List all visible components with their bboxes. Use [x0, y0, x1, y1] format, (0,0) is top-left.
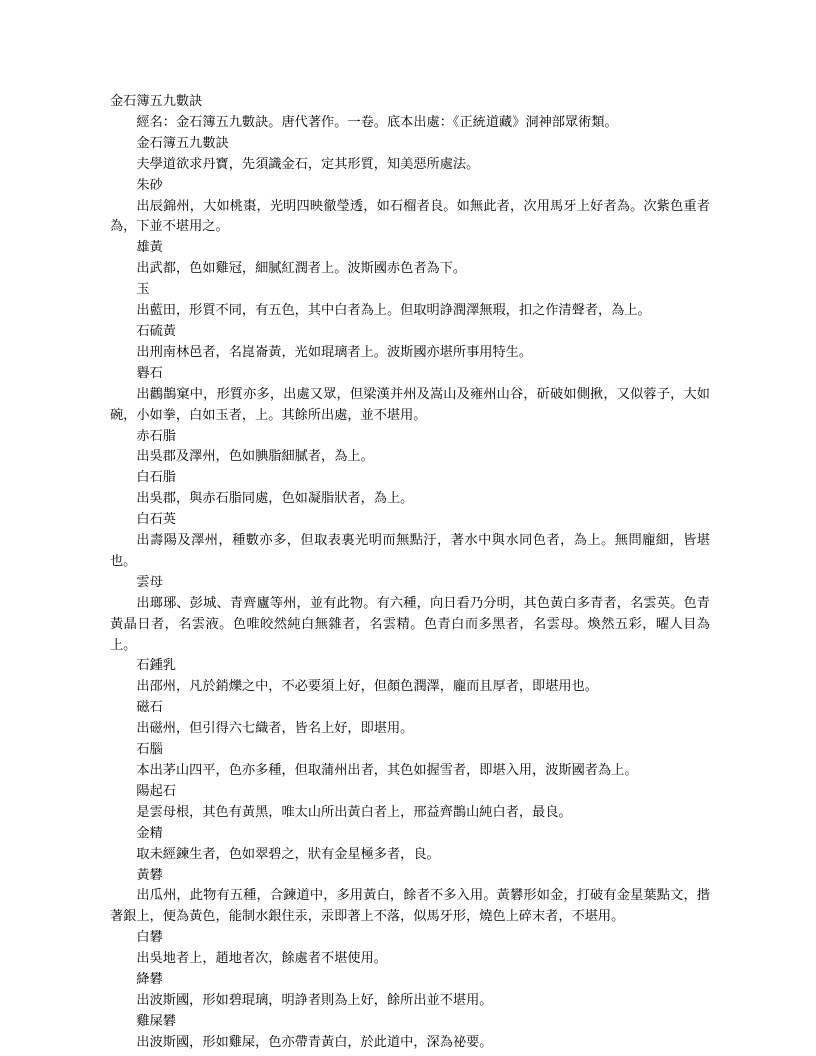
entry-paragraph: 出鸛鵲窠中，形質亦多，出處又眾，但梁漢并州及嵩山及雍州山谷，斫破如側揪，又似蓉子，大如碗，小如拳，白如玉者，上。其餘所出處，並不堪用。	[110, 386, 710, 423]
entry-heading: 白石脂	[136, 470, 176, 486]
document-blocks	[110, 113, 710, 1054]
entry-heading: 黃礬	[136, 867, 163, 883]
entry-heading: 雲母	[136, 574, 163, 590]
entry-heading: 絳礬	[136, 972, 163, 988]
entry-paragraph: 出瓜州，此物有五種，合鍊道中，多用黃白，餘者不多入用。黃礬形如金，打破有金星葉點文，揩著銀上，便為黃色，能制水銀住汞，汞即著上不落，似馬牙形，燒色上碎末者，不堪用。	[110, 888, 710, 925]
entry-heading: 白礬	[136, 930, 163, 946]
entry-paragraph: 出波斯國，形如碧琨璃，明諍者則為上好，餘所出並不堪用。	[136, 992, 493, 1008]
entry-heading: 石鍾乳	[136, 658, 176, 674]
entry-paragraph: 出藍田，形質不同，有五色，其中白者為上。但取明諍潤澤無瑕，扣之作清聲者，為上。	[136, 303, 651, 319]
entry-paragraph: 取未經鍊生者，色如翠碧之，狀有金星極多者，良。	[136, 846, 440, 862]
entry-paragraph: 出吳郡，與赤石脂同處，色如凝脂狀者，為上。	[136, 491, 414, 507]
entry-paragraph: 是雲母根，其色有黃黑，唯太山所出黃白者上，邢益齊鵲山純白者，最良。	[136, 804, 572, 820]
entry-heading: 雄黃	[136, 240, 163, 256]
entry-paragraph: 出邵州，凡於銷爍之中，不必要須上好，但顏色潤澤，龐而且厚者，即堪用也。	[136, 679, 598, 695]
entry-paragraph: 出吳地者上，趙地者次，餘處者不堪使用。	[136, 951, 387, 967]
entry-paragraph: 出辰錦州，大如桃棗，光明四映徹瑩透，如石榴者良。如無此者，次用馬牙上好者為。次紫色重者為，下並不堪用之。	[110, 198, 710, 235]
entry-paragraph: 出磁州，但引得六七織者，皆名上好，即堪用。	[136, 721, 414, 737]
entry-paragraph: 出吳郡及澤州，色如腆脂細膩者，為上。	[136, 449, 374, 465]
entry-paragraph: 經名：金石簿五九數訣。唐代著作。一卷。底本出處：《正統道藏》洞神部眾術類。	[136, 114, 618, 130]
entry-paragraph: 出刑南林邑者，名崑崙黃，光如琨璃者上。波斯國亦堪所事用特生。	[136, 344, 533, 360]
entry-paragraph: 出瑯琊、彭城、青齊廬等州，並有此物。有六種，向日看乃分明，其色黃白多青者，名雲英。色青黃晶日者，名雲液。色唯皎然純白無雜者，名雲精。色青白而多黑者，名雲母。煥然五彩，曜人目為上。	[110, 595, 710, 653]
document-title: 金石簿五九數訣	[110, 94, 203, 109]
entry-paragraph: 出波斯國，形如雞屎，色亦帶青黃白，於此道中，深為祕要。	[136, 1034, 493, 1050]
entry-heading: 白石英	[136, 512, 176, 528]
entry-paragraph: 夫學道欲求丹寶，先須識金石，定其形質，知美惡所處法。	[136, 156, 480, 172]
entry-heading: 礜石	[136, 365, 163, 381]
entry-heading: 赤石脂	[136, 428, 176, 444]
document-body	[110, 92, 710, 1054]
entry-paragraph: 本出茅山四平，色亦多種，但取蒲州出者，其色如握雪者，即堪入用，波斯國者為上。	[136, 763, 638, 778]
entry-heading: 金石簿五九數訣	[136, 135, 229, 151]
entry-heading: 磁石	[136, 700, 163, 716]
entry-heading: 石硫黃	[136, 323, 176, 339]
entry-heading: 雞屎礬	[136, 1013, 176, 1029]
entry-heading: 朱砂	[136, 177, 163, 193]
entry-heading: 陽起石	[136, 783, 176, 799]
entry-heading: 石腦	[136, 742, 163, 758]
entry-heading: 玉	[136, 282, 150, 298]
entry-paragraph: 出武都，色如雞冠，細膩紅潤者上。波斯國赤色者為下。	[136, 261, 467, 277]
entry-heading: 金精	[136, 825, 163, 841]
entry-paragraph: 出壽陽及澤州，種數亦多，但取表裏光明而無點汙，著水中與水同色者，為上。無問龐細，皆堪也。	[110, 533, 710, 569]
